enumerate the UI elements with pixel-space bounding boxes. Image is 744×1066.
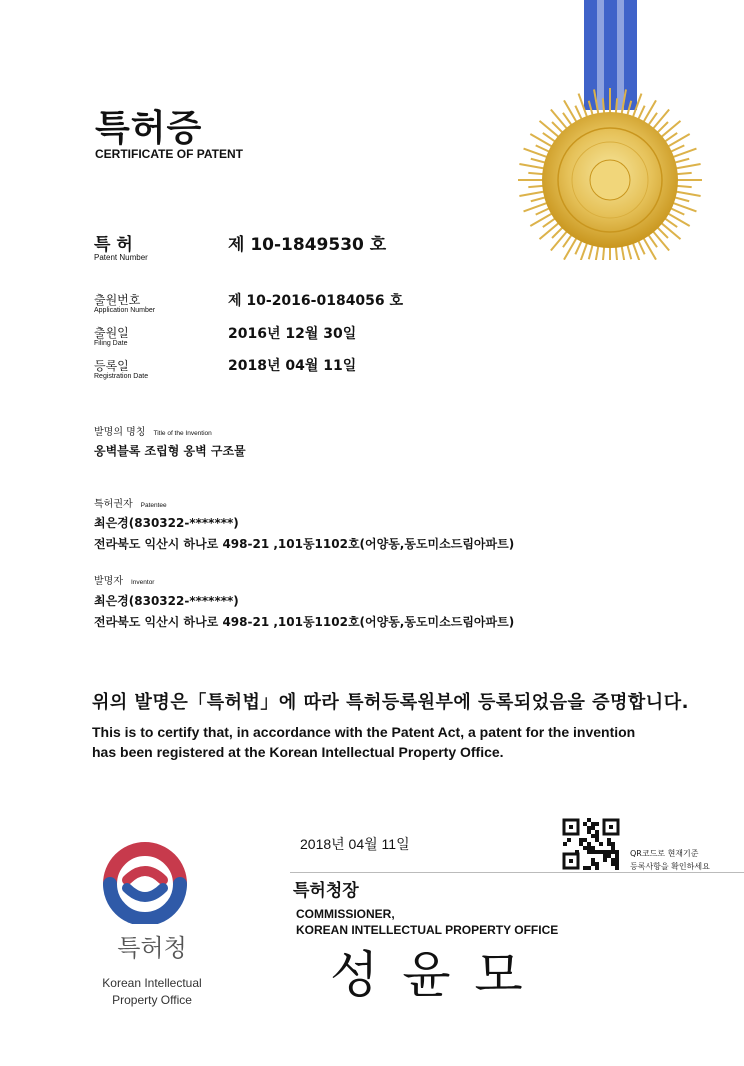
registration-date-label: 등록일 <box>94 359 129 373</box>
commissioner-title-en <box>296 906 558 938</box>
qr-note-line1: QR코드로 현재기준 <box>630 849 699 858</box>
footer-divider <box>290 872 744 873</box>
commissioner-signature: 성 윤 모 <box>330 946 527 1004</box>
patent-label-en: Patent Number <box>94 253 148 262</box>
gold-seal-icon <box>510 0 710 260</box>
commissioner-title-en-line2: KOREAN INTELLECTUAL PROPERTY OFFICE <box>296 923 559 937</box>
kipo-name-ko: 특허청 <box>117 934 187 962</box>
registration-date-label-en: Registration Date <box>94 373 149 380</box>
commissioner-title-en-line1: COMMISSIONER, <box>296 907 395 921</box>
declaration-english-line1: This is to certify that, in accordance with the Patent Act, a patent for the invention <box>92 724 636 740</box>
patentee-label: 특허권자 Patentee <box>94 499 167 510</box>
registration-date: 2018년 04월 11일 <box>228 358 357 374</box>
kipo-name-en <box>72 975 232 1009</box>
declaration-english <box>92 722 635 762</box>
filing-date-label-en: Filing Date <box>94 340 128 347</box>
kipo-name-en-line1: Korean Intellectual <box>102 976 202 990</box>
patentee-address: 전라북도 익산시 하나로 498-21 ,101동1102호(어양동,동도미소드림아파트) <box>94 537 515 551</box>
kipo-name-en-line2: Property Office <box>112 993 192 1007</box>
qr-note <box>630 847 710 873</box>
declaration-korean: 위의 발명은「특허법」에 따라 특허등록원부에 등록되었음을 증명합니다. <box>92 692 689 713</box>
kipo-logo-icon <box>100 840 190 924</box>
patent-label: 특 허 <box>94 235 133 255</box>
inventor-name: 최은경(830322-*******) <box>94 594 239 608</box>
invention-title: 옹벽블록 조립형 옹벽 구조물 <box>94 444 246 458</box>
application-number: 제 10-2016-0184056 호 <box>228 293 404 309</box>
declaration-english-line2: has been registered at the Korean Intellectual Property Office. <box>92 744 504 760</box>
patentee-name: 최은경(830322-*******) <box>94 516 239 530</box>
patent-number: 제 10-1849530 호 <box>228 235 387 255</box>
inventor-label: 발명자 Inventor <box>94 576 155 587</box>
certificate-subtitle: CERTIFICATE OF PATENT <box>95 147 243 161</box>
invention-label: 발명의 명칭 Title of the Invention <box>94 427 212 438</box>
certificate-title: 특허증 <box>95 108 203 149</box>
qr-note-line2: 등록사항을 확인하세요 <box>630 862 710 871</box>
application-number-label: 출원번호 <box>94 293 141 307</box>
filing-date-label: 출원일 <box>94 326 129 340</box>
application-number-label-en: Application Number <box>94 307 156 314</box>
issue-date: 2018년 04월 11일 <box>300 836 410 852</box>
qr-code-icon[interactable] <box>562 818 620 870</box>
commissioner-title-ko: 특허청장 <box>293 881 359 901</box>
filing-date: 2016년 12월 30일 <box>228 326 357 342</box>
inventor-address: 전라북도 익산시 하나로 498-21 ,101동1102호(어양동,동도미소드림아파트) <box>94 615 515 629</box>
